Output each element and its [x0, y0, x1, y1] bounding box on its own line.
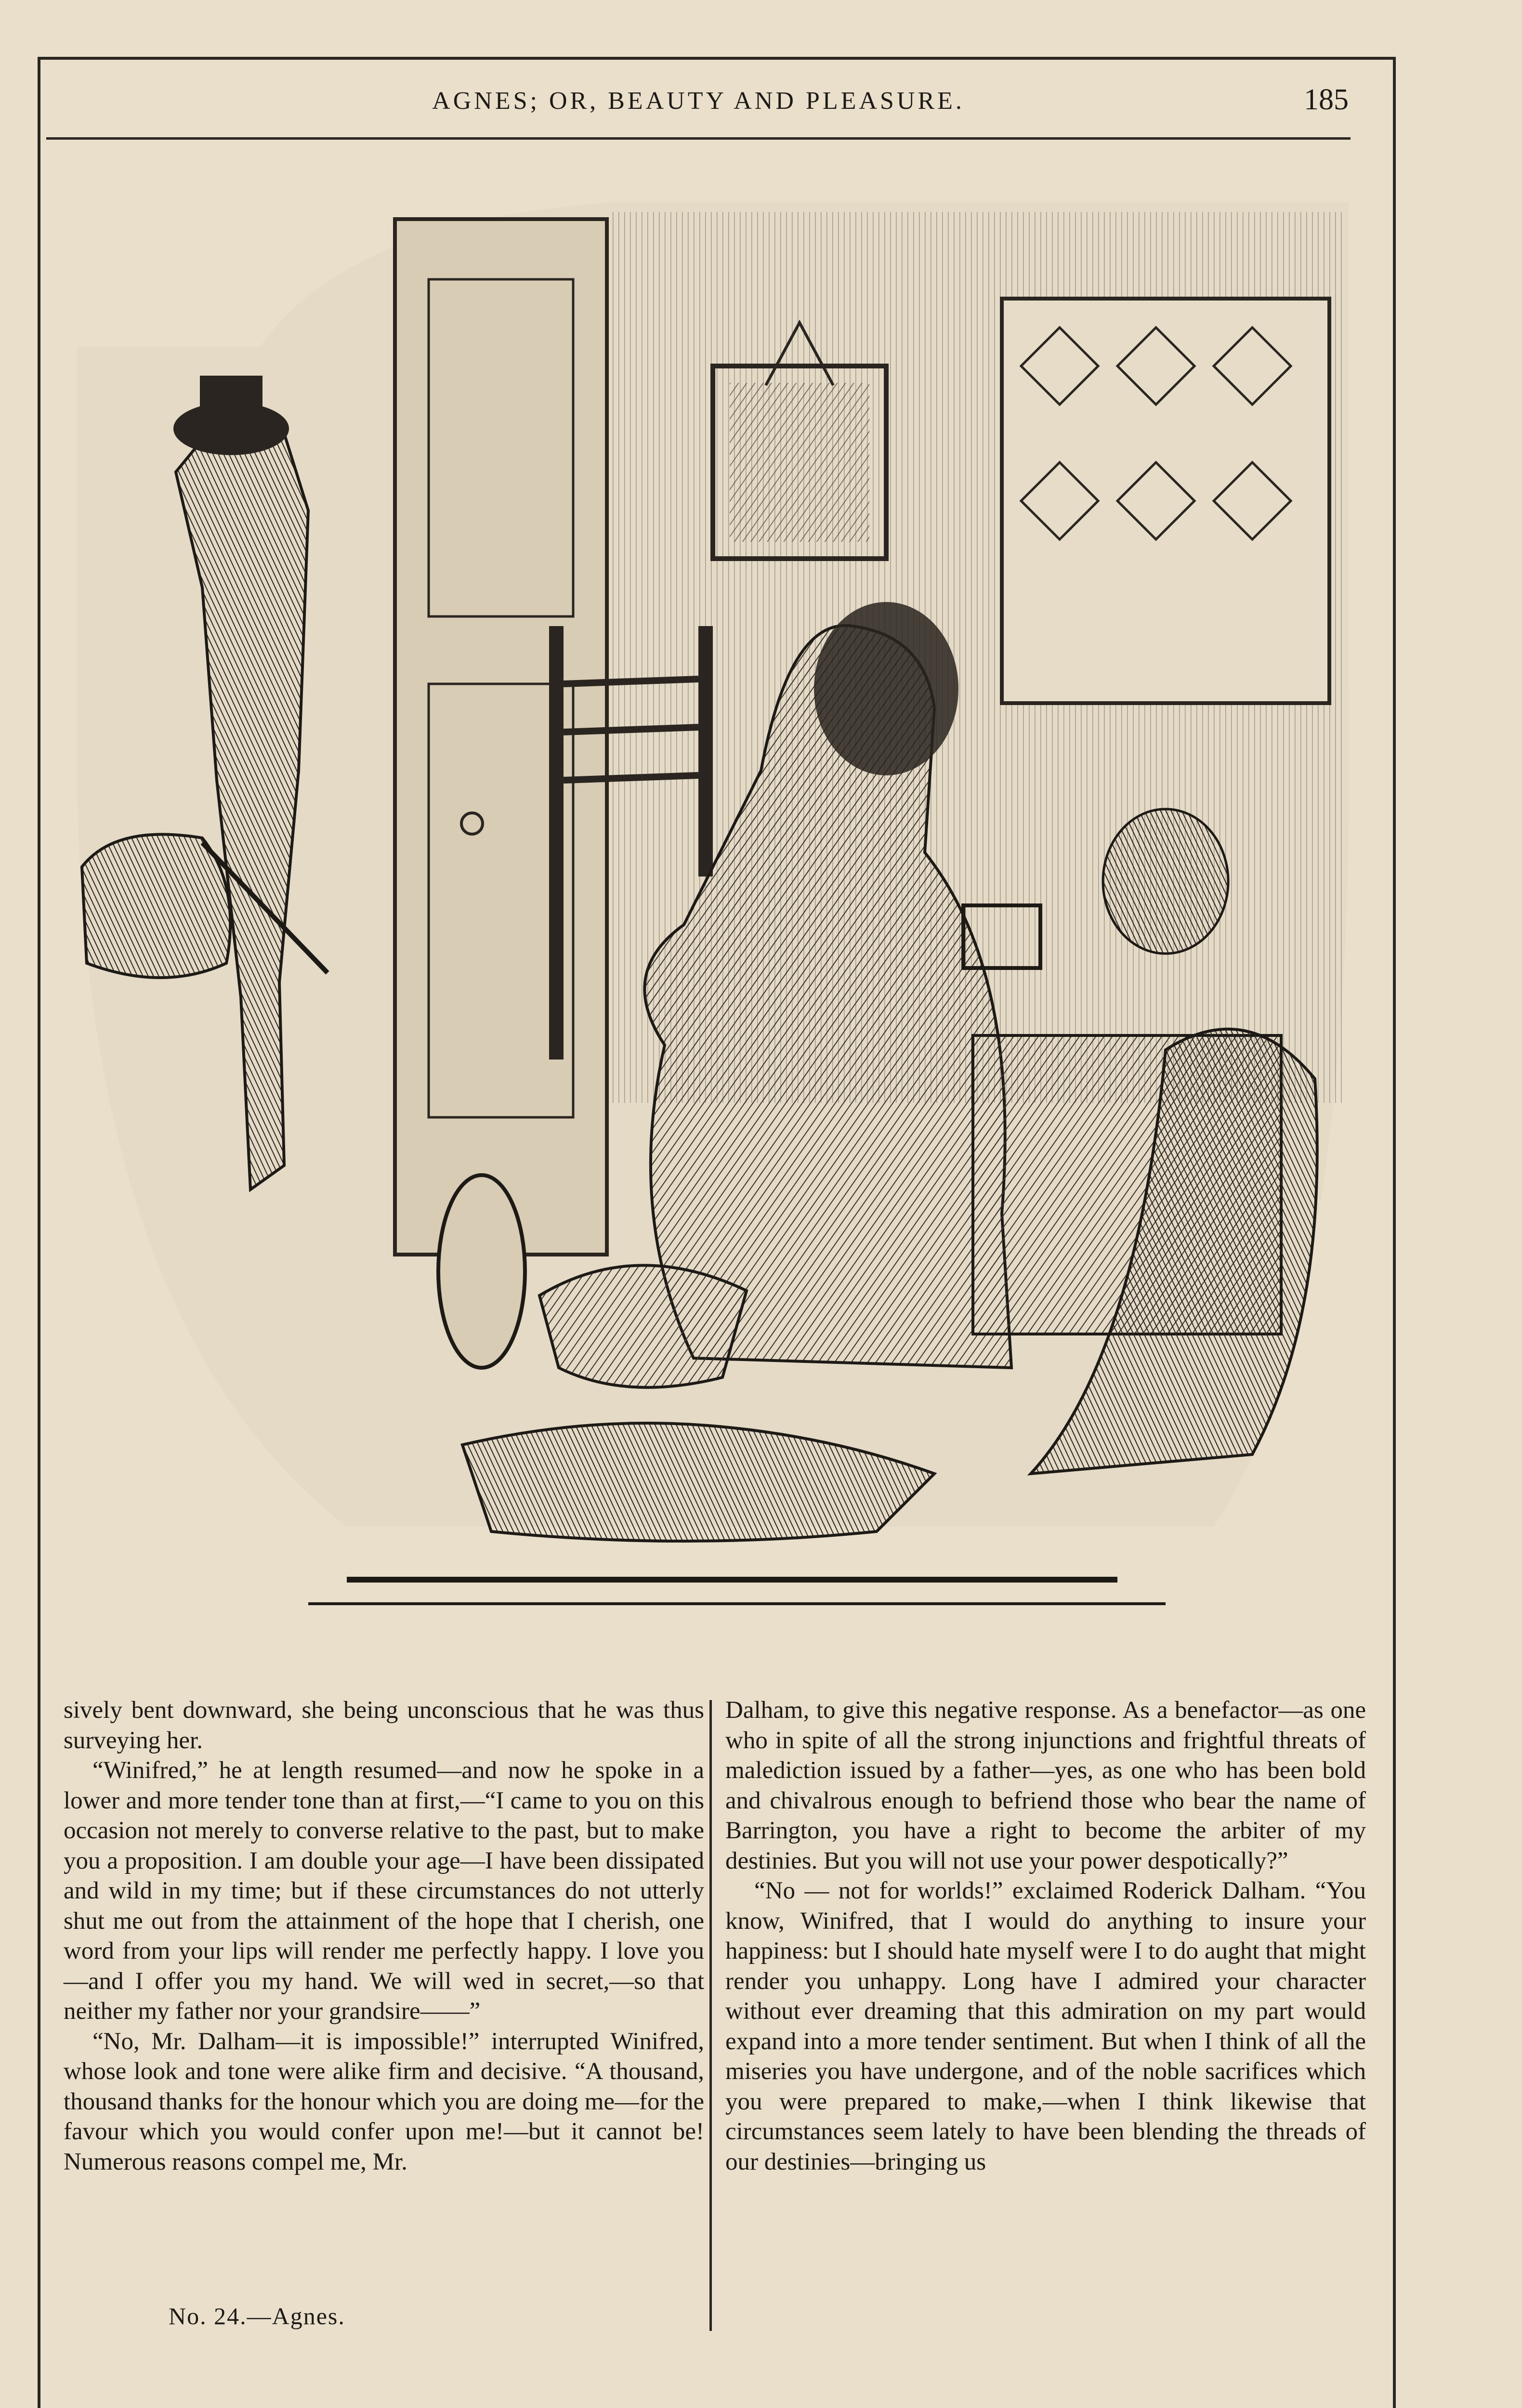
text-column-right: [725, 1695, 1366, 2177]
engraving-illustration: [58, 202, 1363, 1633]
running-head: AGNES; OR, BEAUTY AND PLEASURE.: [432, 87, 965, 115]
window: [1002, 299, 1329, 703]
paragraph: Dalham, to give this negative response. As a benefactor—as one who in spite of all the strong injunctions and frightful threats of malediction issued by a father—yes, as one who has been bold and chivalrous enough to befriend those who bear the name of Barrington, you have a right to become the arbiter of my destinies. But you will not use your power despotically?”: [725, 1697, 1366, 1874]
illustration-drawing: [58, 202, 1363, 1633]
part-number-label: No. 24.—Agnes.: [169, 2303, 345, 2329]
open-door: [395, 219, 607, 1255]
woman-head: [814, 602, 958, 775]
page-header: [43, 72, 1353, 140]
text-column-left: [64, 1695, 704, 2177]
column-divider: [709, 1700, 712, 2331]
page-number: 185: [1304, 83, 1349, 116]
paragraph: “No, Mr. Dalham—it is impossible!” interrupted Winifred, whose look and tone were alike firm and decisive. “A thousand, thousand thanks for the honour which you are doing me—for the favour which you would confer upon me!—but it cannot be! Numerous reasons compel me, Mr.: [64, 2028, 704, 2175]
chair-back-right: [698, 626, 713, 877]
paragraph: sively bent downward, she being unconscious that he was thus surveying her.: [64, 1697, 704, 1754]
basket: [539, 1265, 747, 1387]
carpet-bag: [82, 835, 230, 978]
chair-back-left: [549, 626, 564, 1060]
header-rule: [46, 137, 1351, 140]
paragraph: “No — not for worlds!” exclaimed Roderick Dalham. “You know, Winifred, that I would do anything to insure your happiness: but I should hate myself were I to do aught that might render you unhappy. Long have I admired your character without ever dreaming that this admiration on my part would expand into a more tender sentiment. But when I think of all the miseries you have undergone, and of the noble sacrifices which you were prepared to make,—when I think likewise that circumstances seem lately to have been blending the threads of our destinies—bringing us: [725, 1877, 1366, 2175]
hat-box-lid: [438, 1175, 525, 1368]
paragraph: “Winifred,” he at length resumed—and now he spoke in a lower and more tender tone than at first,—“I came to you on this occasion not merely to converse relative to the past, but to make you a proposition. I am double your age—I have been dissipated and wild in my time; but if these circumstances do not utterly shut me out from the attainment of the hope that I cherish, one word from your lips will render me perfectly happy. I love you—and I offer you my hand. We will wed in secret,—so that neither my father nor your grandsire——”: [64, 1757, 704, 2025]
wig-stand: [1103, 809, 1228, 954]
